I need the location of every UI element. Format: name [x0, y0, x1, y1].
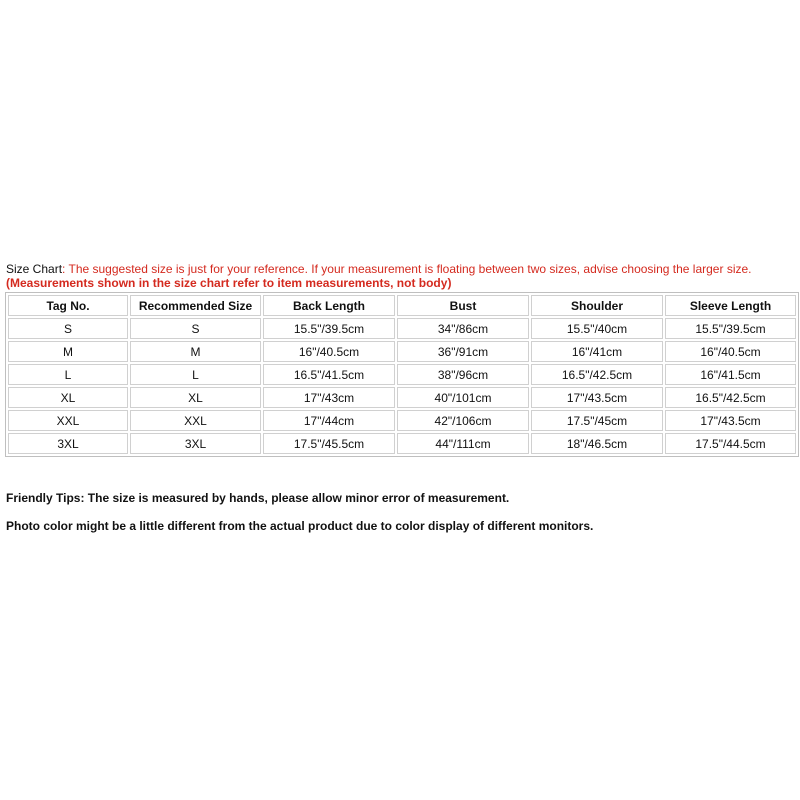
table-row	[8, 364, 796, 385]
cell-tag-no: S	[8, 318, 128, 339]
cell-recommended-size: 3XL	[130, 433, 261, 454]
size-chart-heading: Size Chart	[6, 262, 63, 276]
cell-tag-no: XL	[8, 387, 128, 408]
cell-sleeve-length: 16"/41.5cm	[665, 364, 796, 385]
table-row	[8, 387, 796, 408]
cell-shoulder: 17"/43.5cm	[531, 387, 663, 408]
cell-tag-no: L	[8, 364, 128, 385]
table-row	[8, 410, 796, 431]
header-recommended-size: Recommended Size	[130, 295, 261, 316]
cell-tag-no: XXL	[8, 410, 128, 431]
cell-recommended-size: XL	[130, 387, 261, 408]
cell-back-length: 16"/40.5cm	[263, 341, 395, 362]
cell-sleeve-length: 16"/40.5cm	[665, 341, 796, 362]
cell-sleeve-length: 15.5"/39.5cm	[665, 318, 796, 339]
cell-recommended-size: L	[130, 364, 261, 385]
header-shoulder: Shoulder	[531, 295, 663, 316]
cell-bust: 42"/106cm	[397, 410, 529, 431]
cell-recommended-size: XXL	[130, 410, 261, 431]
photo-color-note: Photo color might be a little different from the actual product due to color display of different monitors.	[6, 519, 594, 533]
cell-sleeve-length: 17"/43.5cm	[665, 410, 796, 431]
cell-bust: 36"/91cm	[397, 341, 529, 362]
friendly-tips: Friendly Tips: The size is measured by hands, please allow minor error of measurement.	[6, 491, 510, 505]
cell-bust: 44"/111cm	[397, 433, 529, 454]
size-chart-section	[6, 263, 794, 457]
cell-sleeve-length: 16.5"/42.5cm	[665, 387, 796, 408]
table-row	[8, 318, 796, 339]
cell-sleeve-length: 17.5"/44.5cm	[665, 433, 796, 454]
size-table	[5, 292, 799, 457]
measurement-caveat: (Measurements shown in the size chart refer to item measurements, not body)	[6, 276, 452, 290]
cell-tag-no: M	[8, 341, 128, 362]
header-tag-no: Tag No.	[8, 295, 128, 316]
cell-recommended-size: M	[130, 341, 261, 362]
cell-back-length: 15.5"/39.5cm	[263, 318, 395, 339]
cell-shoulder: 18"/46.5cm	[531, 433, 663, 454]
cell-bust: 38"/96cm	[397, 364, 529, 385]
table-row	[8, 341, 796, 362]
cell-bust: 40"/101cm	[397, 387, 529, 408]
cell-back-length: 17"/43cm	[263, 387, 395, 408]
cell-shoulder: 16"/41cm	[531, 341, 663, 362]
header-sleeve-length: Sleeve Length	[665, 295, 796, 316]
header-back-length: Back Length	[263, 295, 395, 316]
cell-bust: 34"/86cm	[397, 318, 529, 339]
header-bust: Bust	[397, 295, 529, 316]
cell-back-length: 17.5"/45.5cm	[263, 433, 395, 454]
cell-shoulder: 17.5"/45cm	[531, 410, 663, 431]
size-chart-intro	[6, 263, 794, 276]
cell-recommended-size: S	[130, 318, 261, 339]
cell-back-length: 17"/44cm	[263, 410, 395, 431]
cell-shoulder: 16.5"/42.5cm	[531, 364, 663, 385]
table-header-row	[8, 295, 796, 316]
cell-shoulder: 15.5"/40cm	[531, 318, 663, 339]
cell-back-length: 16.5"/41.5cm	[263, 364, 395, 385]
cell-tag-no: 3XL	[8, 433, 128, 454]
size-chart-advice: : The suggested size is just for your reference. If your measurement is floating between two sizes, advise choosing the larger size.	[62, 262, 752, 276]
table-row	[8, 433, 796, 454]
